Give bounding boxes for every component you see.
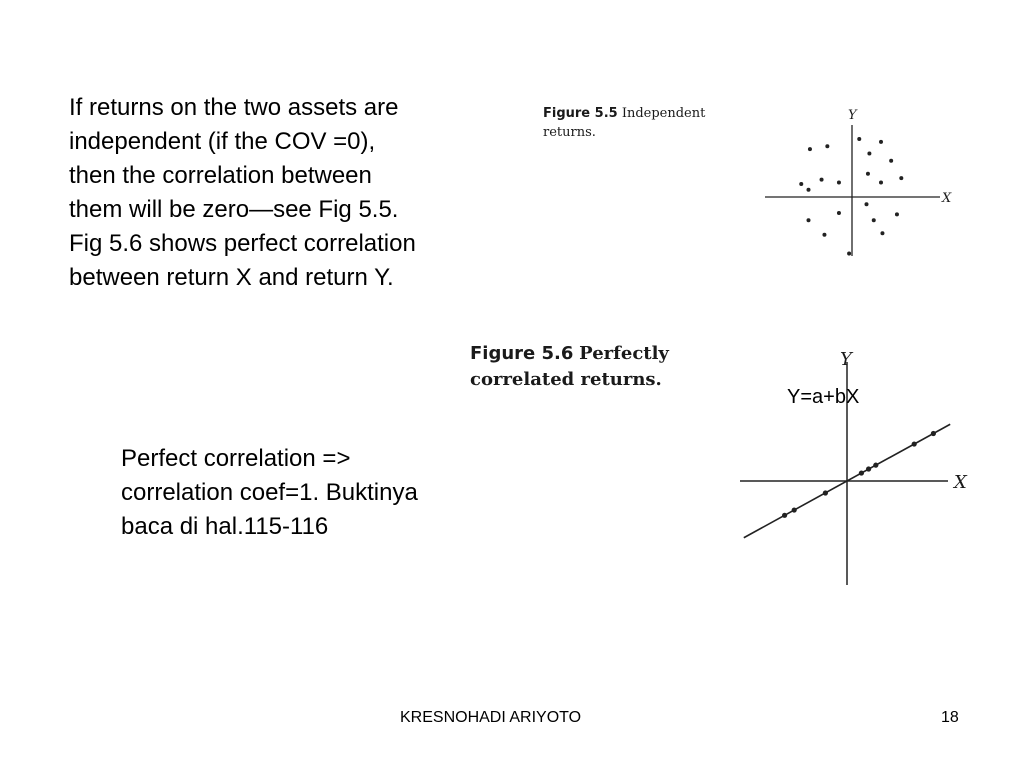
line-data-point — [931, 431, 936, 436]
main-paragraph-line: If returns on the two assets are — [69, 94, 399, 121]
line-data-point — [873, 463, 878, 468]
line-data-point — [866, 466, 871, 471]
figure-5-6-title-1: Perfectly — [579, 343, 669, 364]
scatter-point — [895, 212, 899, 216]
scatter-point — [820, 178, 824, 182]
footer-author: KRESNOHADI ARIYOTO — [400, 709, 582, 726]
line-data-point — [912, 441, 917, 446]
main-paragraph-line: independent (if the COV =0), — [69, 128, 376, 155]
scatter-point — [872, 218, 876, 222]
perfect-paragraph-line: baca di hal.115-116 — [121, 513, 329, 540]
regression-equation: Y=a+bX — [787, 386, 860, 408]
line-data-point — [859, 470, 864, 475]
scatter-point — [807, 218, 811, 222]
main-paragraph-line: between return X and return Y. — [69, 264, 394, 291]
line-data-point — [823, 490, 828, 495]
figure-5-5-title-2: returns. — [543, 125, 596, 140]
main-paragraph-line: them will be zero—see Fig 5.5. — [69, 196, 399, 223]
figure-5-6-number: Figure 5.6 — [470, 343, 574, 364]
figure-5-5-scatter-plot — [750, 100, 970, 265]
scatter-point — [867, 152, 871, 156]
figure-5-6-title-2: correlated returns. — [470, 369, 662, 390]
scatter-point — [799, 182, 803, 186]
scatter-point — [880, 231, 884, 235]
scatter-point — [857, 137, 861, 141]
main-paragraph-line: Fig 5.6 shows perfect correlation — [69, 230, 416, 257]
page-number: 18 — [941, 709, 959, 726]
figure-5-6-y-label: Y — [840, 349, 852, 370]
scatter-point — [825, 144, 829, 148]
scatter-point — [847, 252, 851, 256]
scatter-point — [865, 202, 869, 206]
scatter-point — [899, 176, 903, 180]
figure-5-6-line-plot — [730, 340, 990, 590]
scatter-point — [879, 140, 883, 144]
scatter-point — [822, 233, 826, 237]
line-data-point — [792, 507, 797, 512]
scatter-point — [866, 172, 870, 176]
line-data-point — [782, 513, 787, 518]
scatter-point — [889, 159, 893, 163]
figure-5-5-caption — [543, 104, 705, 142]
perfect-paragraph-line: Perfect correlation => — [121, 445, 351, 472]
main-paragraph-line: then the correlation between — [69, 162, 372, 189]
main-paragraph — [69, 91, 416, 295]
scatter-point — [837, 181, 841, 185]
scatter-point — [807, 188, 811, 192]
perfect-correlation-paragraph — [121, 442, 418, 544]
scatter-point — [808, 147, 812, 151]
figure-5-6-x-label: X — [954, 472, 967, 493]
figure-5-5-x-label: X — [942, 191, 952, 206]
perfect-paragraph-line: correlation coef=1. Buktinya — [121, 479, 418, 506]
figure-5-5-title-1: Independent — [621, 106, 706, 121]
scatter-point — [879, 181, 883, 185]
figure-5-5-y-label: Y — [848, 108, 857, 123]
scatter-point — [837, 211, 841, 215]
figure-5-6-caption — [470, 341, 669, 393]
figure-5-5-number: Figure 5.5 — [543, 106, 618, 121]
